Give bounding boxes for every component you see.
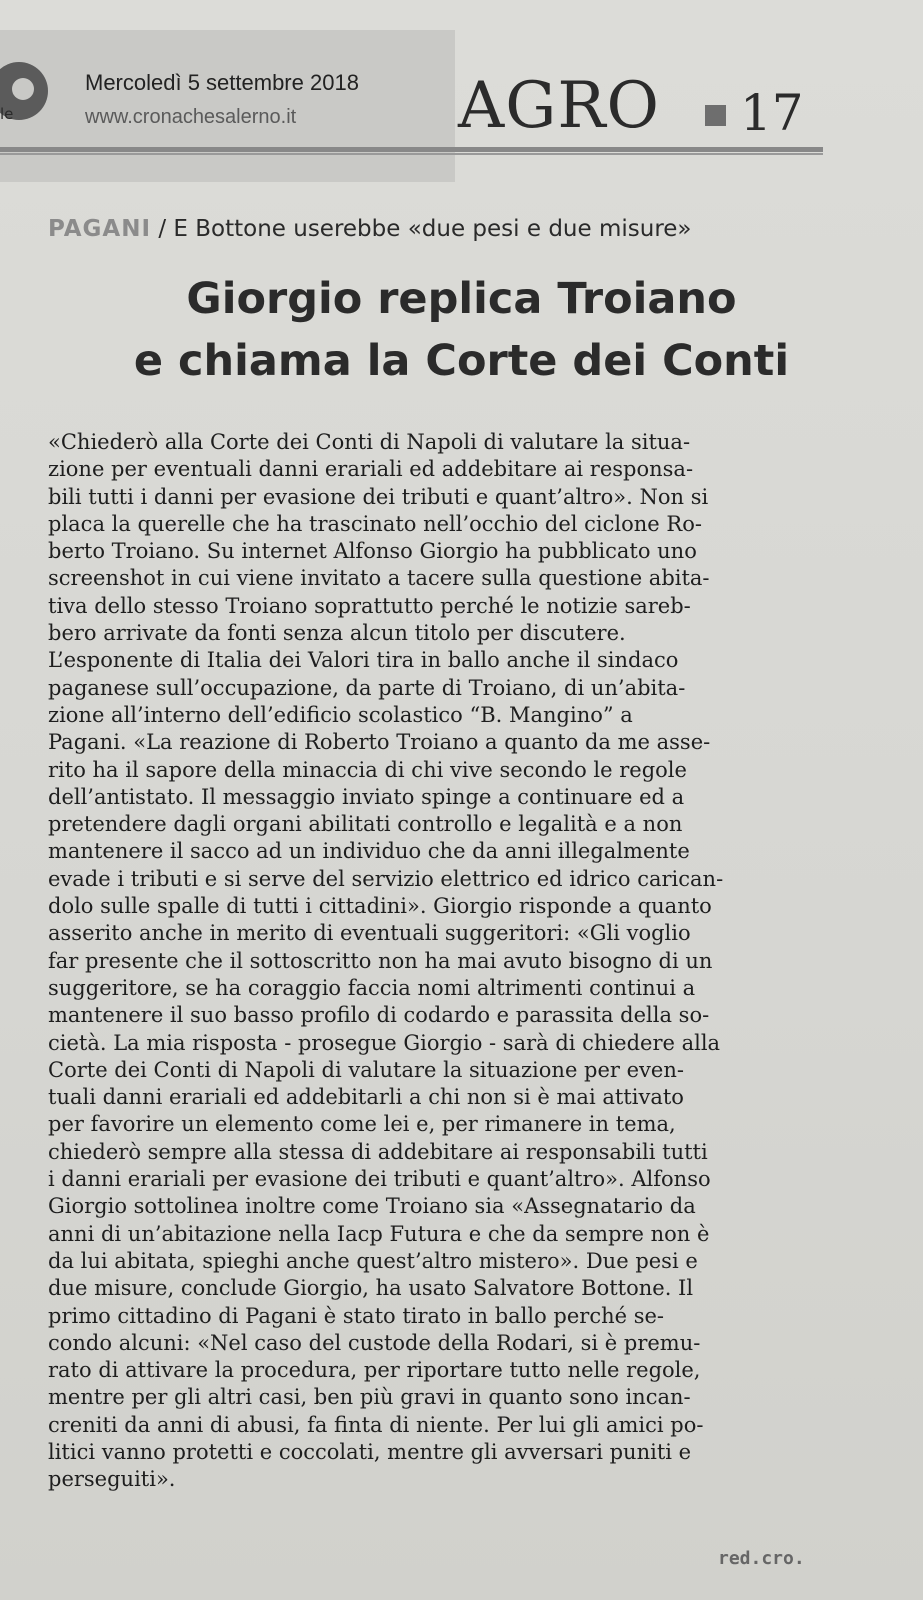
body-line: cietà. La mia risposta - prosegue Giorgio - sarà di chiedere alla	[48, 1030, 721, 1055]
newspaper-logo	[0, 62, 48, 128]
body-line: condo alcuni: «Nel caso del custode della Rodari, si è premu-	[48, 1330, 701, 1355]
body-line: dell’antistato. Il messaggio inviato spinge a continuare ed a	[48, 784, 685, 809]
article-body	[48, 429, 838, 1494]
body-line: asserito anche in merito di eventuali suggeritori: «Gli voglio	[48, 921, 691, 946]
body-line: pretendere dagli organi abilitati controllo e legalità e a non	[48, 812, 683, 837]
body-line: suggeritore, se ha coraggio faccia nomi altrimenti continui a	[48, 975, 696, 1000]
body-line: screenshot in cui viene invitato a tacere sulla questione abita-	[48, 566, 710, 591]
article-kicker	[48, 216, 692, 242]
kicker-text: / E Bottone userebbe «due pesi e due misure»	[151, 216, 692, 242]
body-line: zione per eventuali danni erariali ed addebitare ai responsa-	[48, 457, 694, 482]
body-line: per favorire un elemento come lei e, per rimanere in tema,	[48, 1112, 676, 1137]
header-rule-thin	[0, 153, 823, 155]
kicker-location: PAGANI	[48, 216, 152, 242]
body-line: L’esponente di Italia dei Valori tira in ballo anche il sindaco	[48, 648, 679, 673]
body-line: rato di attivare la procedura, per riportare tutto nelle regole,	[48, 1358, 701, 1383]
body-line: chiederò sempre alla stessa di addebitare ai responsabili tutti	[48, 1139, 708, 1164]
body-line: bili tutti i danni per evasione dei tributi e quant’altro». Non si	[48, 484, 709, 509]
body-line: Pagani. «La reazione di Roberto Troiano a quanto da me asse-	[48, 730, 711, 755]
body-line: Corte dei Conti di Napoli di valutare la situazione per even-	[48, 1057, 684, 1082]
body-line: mentre per gli altri casi, ben più gravi in quanto sono incan-	[48, 1385, 691, 1410]
body-line: tiva dello stesso Troiano soprattutto perché le notizie sareb-	[48, 593, 691, 618]
body-line: creniti da anni di abusi, fa finta di niente. Per lui gli amici po-	[48, 1412, 704, 1437]
article-headline	[0, 268, 923, 392]
body-line: mantenere il suo basso profilo di codardo e parassita della so-	[48, 1003, 710, 1028]
body-line: primo cittadino di Pagani è stato tirato in ballo perché se-	[48, 1303, 665, 1328]
body-line: «Chiederò alla Corte dei Conti di Napoli di valutare la situa-	[48, 430, 691, 454]
author-signature: red.cro.	[718, 1548, 805, 1569]
body-line: zione all’interno dell’edificio scolastico “B. Mangino” a	[48, 702, 633, 727]
body-line: anni di un’abitazione nella Iacp Futura e che da sempre non è	[48, 1221, 710, 1246]
square-bullet-icon	[705, 105, 726, 126]
body-line: da lui abitata, spieghi anche quest’altro mistero». Due pesi e	[48, 1248, 698, 1273]
body-line: paganese sull’occupazione, da parte di Troiano, di un’abita-	[48, 675, 686, 700]
body-line: dolo sulle spalle di tutti i cittadini». Giorgio risponde a quanto	[48, 894, 712, 919]
body-line: mantenere il sacco ad un individuo che da anni illegalmente	[48, 839, 690, 864]
body-line: bero arrivate da fonti senza alcun titolo per discutere.	[48, 621, 626, 646]
issue-date: Mercoledì 5 settembre 2018	[85, 70, 359, 95]
body-line: tuali danni erariali ed addebitarli a chi non si è mai attivato	[48, 1085, 684, 1110]
body-line: rito ha il sapore della minaccia di chi vive secondo le regole	[48, 757, 687, 782]
body-line: litici vanno protetti e coccolati, mentre gli avversari puniti e	[48, 1439, 692, 1464]
body-line: berto Troiano. Su internet Alfonso Giorgio ha pubblicato uno	[48, 539, 697, 564]
body-line: placa la querelle che ha trascinato nell’occhio del ciclone Ro-	[48, 511, 702, 536]
body-line: Giorgio sottolinea inoltre come Troiano sia «Assegnatario da	[48, 1194, 696, 1219]
body-line: i danni erariali per evasione dei tributi e quant’altro». Alfonso	[48, 1167, 711, 1192]
headline-line-2: e chiama la Corte dei Conti	[133, 336, 790, 386]
body-line: evade i tributi e si serve del servizio elettrico ed idrico carican-	[48, 866, 724, 891]
headline-line-1: Giorgio replica Troiano	[186, 274, 737, 324]
header-rule	[0, 147, 823, 152]
page-number: 17	[740, 84, 804, 142]
body-line: perseguiti».	[48, 1467, 176, 1492]
section-title: AGRO	[458, 69, 660, 143]
body-line: far presente che il sottoscritto non ha mai avuto bisogno di un	[48, 948, 713, 973]
body-line: due misure, conclude Giorgio, ha usato Salvatore Bottone. Il	[48, 1276, 694, 1301]
logo-text: le	[0, 105, 14, 123]
website-url: www.cronachesalerno.it	[85, 106, 297, 128]
